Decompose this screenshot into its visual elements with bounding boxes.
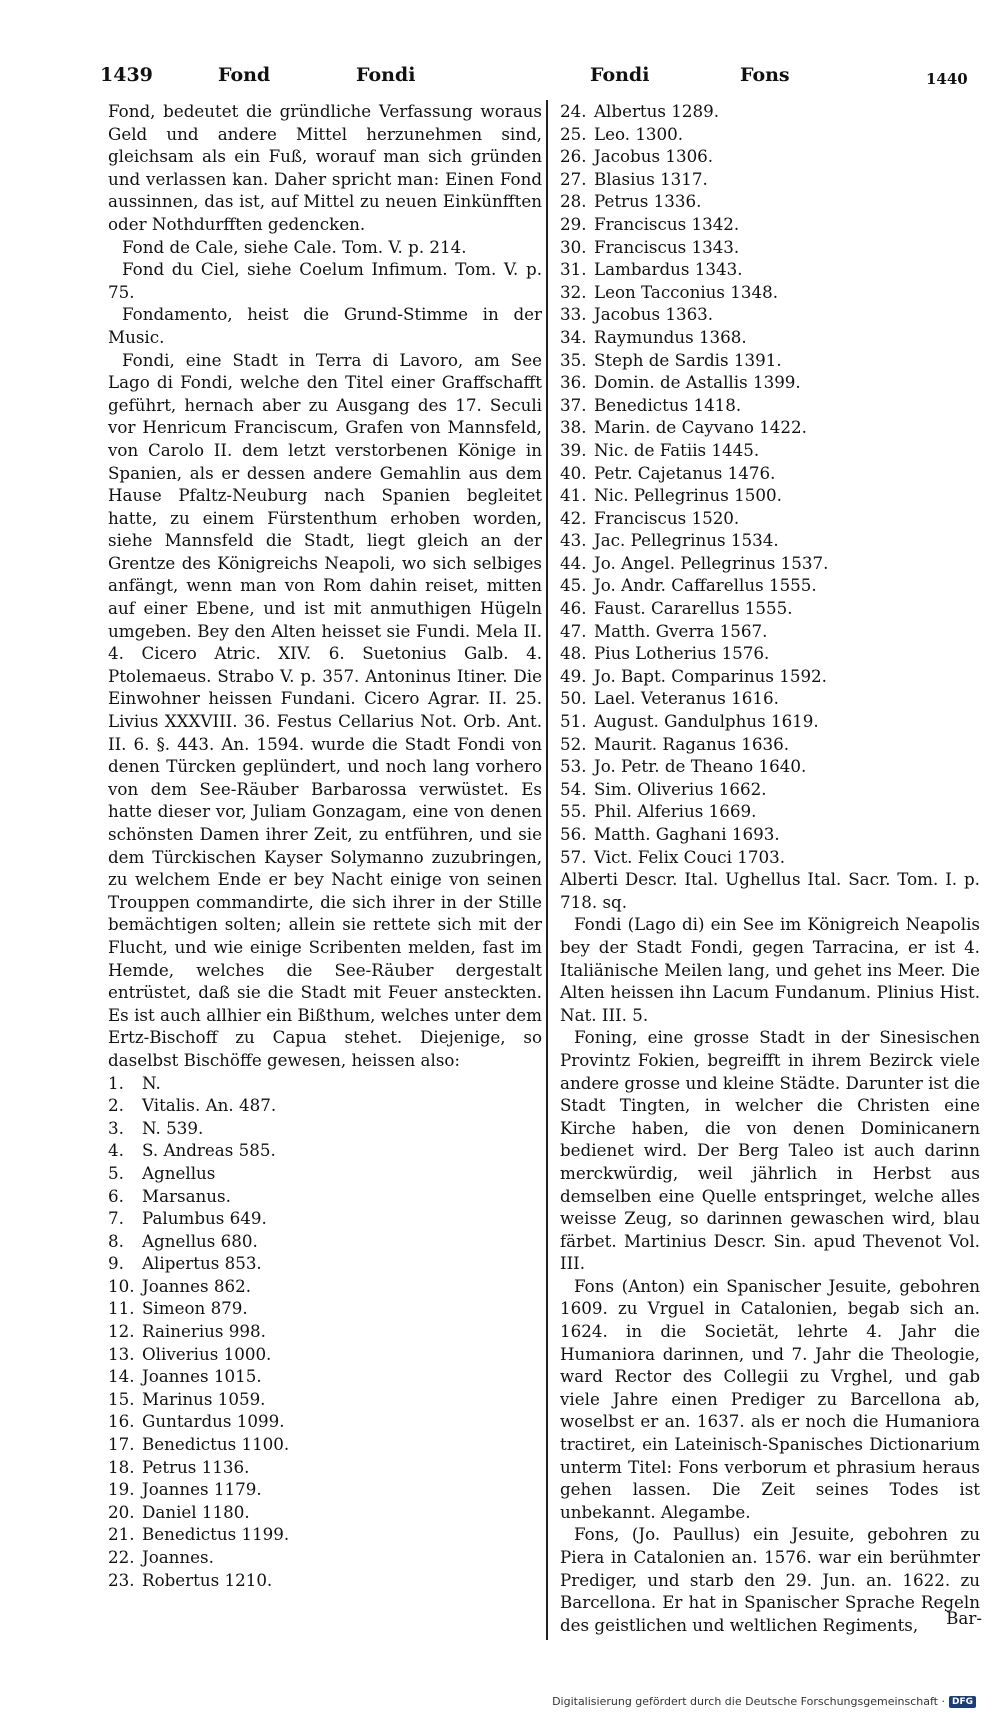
list-item (560, 462, 980, 485)
list-item (560, 349, 980, 372)
list-item-text: Petrus 1336. (594, 191, 702, 212)
list-item-number: 47. (560, 620, 587, 641)
list-item (560, 145, 980, 168)
entry-fons-anton: Fons (Anton) ein Spanischer Jesuite, gebohren 1609. zu Vrguel in Catalonien, begab sich an. 1624. in die Societät, lehrte 4. Jahr die Humaniora darinnen, und 7. Jahr die Theologie, ward Rector des Collegii zu Vrghel, und gab viele Jahre einen Prediger zu Barcellona ab, woselbst er an. 1637. als er noch die Humaniora tractiret, ein Lateinisch-Spanisches Dictionarium unterm Titel: Fons verborum et phrasium heraus gehen lassen. Die Zeit seines Todes ist unbekannt. Alegambe. (560, 1275, 980, 1522)
list-item-text: Jacobus 1306. (594, 146, 714, 167)
list-item-text: Petrus 1136. (142, 1456, 250, 1477)
list-item (560, 687, 980, 710)
list-item-text: Simeon 879. (142, 1298, 248, 1319)
list-item (108, 1320, 542, 1343)
list-item (108, 1207, 542, 1230)
list-item (560, 710, 980, 733)
list-item-number: 24. (560, 101, 587, 121)
list-item-text: Lael. Veteranus 1616. (594, 688, 779, 709)
list-item-text: Steph de Sardis 1391. (594, 349, 782, 370)
list-item (108, 1117, 542, 1140)
list-item (108, 1252, 542, 1275)
list-item (560, 213, 980, 236)
list-item (560, 416, 980, 439)
entry-fond-du-ciel: Fond du Ciel, siehe Coelum Infimum. Tom. V. p. 75. (108, 259, 542, 302)
list-item-number: 22. (108, 1547, 135, 1567)
list-item (560, 755, 980, 778)
list-item-text: Maurit. Raganus 1636. (594, 733, 790, 754)
catchword: Bar- (946, 1608, 982, 1628)
list-item-number: 35. (560, 349, 587, 370)
list-item-text: Agnellus 680. (142, 1230, 258, 1251)
list-item (108, 1410, 542, 1433)
entry-fond-de-cale: Fond de Cale, siehe Cale. Tom. V. p. 214. (122, 236, 467, 257)
list-item (108, 1546, 542, 1569)
list-item (560, 484, 980, 507)
list-item-number: 23. (108, 1569, 135, 1590)
list-item-number: 42. (560, 507, 587, 528)
list-item-number: 26. (560, 146, 587, 167)
list-item (560, 190, 980, 213)
list-item-text: Palumbus 649. (142, 1208, 267, 1229)
entry-fondi: Fondi, eine Stadt in Terra di Lavoro, am See Lago di Fondi, welche den Titel einer Graffschafft geführt, hernach aber zu Ausgang des 17. Seculi vor Henricum Franciscum, Grafen von Mannsfeld, von Carolo II. dem letzt verstorbenen Könige in Spanien, als er dessen andere Gemahlin aus dem Hause Pfaltz-Neuburg nach Spanien begleitet hatte, zu einem Fürstenthum erhoben worden, siehe Mannsfeld die Stadt, liegt gleich an der Grentze des Königreichs Neapoli, wo sich selbiges anfängt, wenn man von Rom dahin reiset, mitten auf einer Ebene, und ist mit anmuthigen Hügeln umgeben. Bey den Alten heisset sie Fundi. Mela II. 4. Cicero Atric. XIV. 6. Suetonius Galb. 4. Ptolemaeus. Strabo V. p. 357. Antoninus Itiner. Die Einwohner heissen Fundani. Cicero Agrar. II. 25. Livius XXXVIII. 36. Festus Cellarius Not. Orb. Ant. II. 6. §. 443. An. 1594. wurde die Stadt Fondi von denen Türcken geplündert, und noch lang vorhero von dem See-Räuber Barbarossa verwüstet. Es hatte dieser vor, Juliam Gonzagam, eine von denen schönsten Damen ihrer Zeit, zu entführen, und sie dem Türckischen Kayser Solymanno zuzubringen, zu welchem Ende er bey Nacht einige von seinen Trouppen commandirte, die sich ihrer in der Stille bemächtigen solten; allein sie rettete sich mit der Flucht, und wie einige Scribenten melden, fast im Hemde, welches die See-Räuber dergestalt entrüstet, daß sie die Stadt mit Feuer ansteckten. Es ist auch allhier ein Bißthum, welches unter dem Ertz-Bischoff zu Capua stehet. Diejenige, so daselbst Bischöffe gewesen, heissen also: (108, 349, 542, 1070)
list-item-text: Blasius 1317. (594, 168, 708, 189)
list-item-number: 38. (560, 417, 587, 438)
entry-fond: Fond, bedeutet die gründliche Verfassung woraus Geld und andere Mittel herzunehmen sind, gleichsam als ein Fuß, worauf man sich gründen und verlassen kan. Daher spricht man: Einen Fond aussinnen, das ist, auf Mittel zu neuen Einkünfften oder Nothdurfften gedencken. (108, 101, 542, 234)
list-item-text: Phil. Alferius 1669. (594, 801, 757, 822)
list-item-text: Benedictus 1199. (142, 1524, 290, 1545)
entry-sources: Alberti Descr. Ital. Ughellus Ital. Sacr. Tom. I. p. 718. sq. (560, 869, 980, 912)
list-item-text: Leo. 1300. (594, 123, 684, 144)
list-item-number: 46. (560, 598, 587, 619)
list-item-number: 14. (108, 1366, 135, 1387)
page-number-right: 1440 (926, 70, 968, 88)
list-item (560, 574, 980, 597)
list-item-number: 21. (108, 1524, 135, 1545)
list-item-text: Benedictus 1100. (142, 1434, 290, 1455)
list-item (560, 529, 980, 552)
list-item (560, 733, 980, 756)
entry-fondamento: Fondamento, heist die Grund-Stimme in der Music. (108, 304, 542, 347)
list-item (108, 1388, 542, 1411)
list-item-text: Jo. Bapt. Comparinus 1592. (594, 665, 827, 686)
list-item-text: Matth. Gverra 1567. (594, 620, 768, 641)
list-item (108, 1569, 542, 1592)
list-item-number: 33. (560, 304, 587, 325)
list-item-text: Jo. Andr. Caffarellus 1555. (594, 575, 817, 596)
list-item-text: Oliverius 1000. (142, 1343, 272, 1364)
list-item-text: Vitalis. An. 487. (142, 1095, 277, 1116)
list-item (560, 846, 980, 869)
list-item-text: Nic. Pellegrinus 1500. (594, 485, 782, 506)
list-item-number: 15. (108, 1388, 135, 1409)
list-item-number: 18. (108, 1456, 135, 1477)
list-item-number: 13. (108, 1343, 135, 1364)
list-item (560, 800, 980, 823)
list-item (560, 123, 980, 146)
column-divider (546, 100, 548, 1640)
list-item-number: 53. (560, 756, 587, 777)
list-item-text: Daniel 1180. (142, 1501, 250, 1522)
list-item (560, 371, 980, 394)
list-item-text: Joannes 1179. (142, 1479, 262, 1500)
list-item-text: Sim. Oliverius 1662. (594, 778, 767, 799)
list-item-number: 57. (560, 846, 587, 867)
list-item-text: S. Andreas 585. (142, 1140, 276, 1161)
list-item (108, 1275, 542, 1298)
list-item-text: Matth. Gaghani 1693. (594, 824, 780, 844)
list-item-number: 31. (560, 259, 587, 280)
list-item (560, 100, 980, 123)
list-item-number: 4. (108, 1140, 124, 1161)
list-item (560, 281, 980, 304)
list-item (560, 823, 980, 846)
list-item-number: 55. (560, 801, 587, 822)
list-item-number: 3. (108, 1117, 124, 1138)
list-item-text: Rainerius 998. (142, 1321, 266, 1342)
list-item (560, 620, 980, 643)
list-item (108, 1501, 542, 1524)
list-item-text: Jac. Pellegrinus 1534. (594, 530, 779, 551)
list-item (560, 552, 980, 575)
list-item-number: 27. (560, 168, 587, 189)
list-item-text: Joannes 1015. (142, 1366, 262, 1387)
list-item (108, 1072, 542, 1095)
list-item (560, 326, 980, 349)
header-word-fond: Fond (218, 64, 271, 86)
entry-fondi-lago: Fondi (Lago di) ein See im Königreich Neapolis bey der Stadt Fondi, gegen Tarracina, er ist 4. Italiänische Meilen lang, und gehet ins Meer. Die Alten heissen ihn Lacum Fundanum. Plinius Hist. Nat. III. 5. (560, 914, 980, 1025)
list-item (108, 1094, 542, 1117)
list-item-text: Joannes 862. (142, 1275, 252, 1296)
list-item-text: Franciscus 1520. (594, 507, 740, 528)
list-item-text: Petr. Cajetanus 1476. (594, 462, 776, 483)
list-item (108, 1433, 542, 1456)
right-column (560, 100, 980, 1636)
list-item (108, 1139, 542, 1162)
header-word-fondi-left: Fondi (356, 64, 416, 86)
running-header (100, 64, 980, 94)
bishop-list-right (560, 100, 980, 868)
list-item-number: 51. (560, 711, 587, 732)
list-item-number: 52. (560, 733, 587, 754)
list-item-text: Marsanus. (142, 1185, 231, 1206)
list-item (560, 439, 980, 462)
list-item-number: 12. (108, 1321, 135, 1342)
list-item-text: N. 539. (142, 1117, 204, 1138)
list-item-number: 36. (560, 372, 587, 393)
list-item-text: Benedictus 1418. (594, 394, 742, 415)
digitization-footer (552, 1695, 976, 1708)
list-item-text: Marin. de Cayvano 1422. (594, 417, 807, 438)
list-item-number: 1. (108, 1072, 124, 1093)
list-item-number: 25. (560, 123, 587, 144)
list-item (560, 597, 980, 620)
list-item-text: Agnellus (142, 1162, 216, 1183)
entry-foning: Foning, eine grosse Stadt in der Sinesischen Provintz Fokien, begreifft in ihrem Bezirck viele andere grosse und kleine Städte. Darunter ist die Stadt Tingten, in welcher die Christen eine Kirche haben, die von denen Dominicanern bedienet wird. Der Berg Taleo ist auch darinn merckwürdig, weil jährlich in Herbst aus demselben eine Quelle entspringet, welche alles weisse Zeug, so darinnen gewaschen wird, blau färbet. Martinius Descr. Sin. apud Thevenot Vol. III. (560, 1027, 980, 1274)
list-item-number: 11. (108, 1298, 135, 1319)
list-item (108, 1365, 542, 1388)
list-item-number: 54. (560, 778, 587, 799)
list-item-text: Albertus 1289. (594, 101, 720, 121)
list-item-number: 41. (560, 485, 587, 506)
list-item-number: 19. (108, 1479, 135, 1500)
list-item (560, 778, 980, 801)
list-item-number: 32. (560, 281, 587, 302)
list-item-text: Faust. Cararellus 1555. (594, 598, 793, 619)
list-item-text: Vict. Felix Couci 1703. (594, 846, 786, 867)
list-item-number: 39. (560, 439, 587, 460)
list-item-text: Guntardus 1099. (142, 1411, 285, 1432)
list-item (560, 168, 980, 191)
list-item-number: 30. (560, 236, 587, 257)
list-item-number: 7. (108, 1208, 124, 1229)
list-item-number: 34. (560, 326, 587, 347)
left-column (108, 100, 542, 1591)
list-item (108, 1185, 542, 1208)
list-item-text: N. (142, 1072, 161, 1093)
list-item (108, 1162, 542, 1185)
list-item (560, 507, 980, 530)
list-item-text: Franciscus 1342. (594, 213, 740, 234)
list-item-number: 50. (560, 688, 587, 709)
list-item-text: Jo. Angel. Pellegrinus 1537. (594, 552, 829, 573)
header-word-fondi-right: Fondi (590, 64, 650, 86)
list-item (560, 642, 980, 665)
list-item-number: 8. (108, 1230, 124, 1251)
list-item (560, 394, 980, 417)
list-item (108, 1230, 542, 1253)
list-item-text: Leon Tacconius 1348. (594, 281, 779, 302)
list-item (560, 303, 980, 326)
list-item-number: 17. (108, 1434, 135, 1455)
list-item-text: Jo. Petr. de Theano 1640. (594, 756, 807, 777)
list-item (108, 1297, 542, 1320)
list-item-number: 43. (560, 530, 587, 551)
list-item-number: 44. (560, 552, 587, 573)
list-item-number: 45. (560, 575, 587, 596)
footer-text: Digitalisierung gefördert durch die Deutsche Forschungsgemeinschaft · (552, 1695, 945, 1708)
list-item-text: Lambardus 1343. (594, 259, 743, 280)
list-item-text: Franciscus 1343. (594, 236, 740, 257)
list-item-text: Pius Lotherius 1576. (594, 643, 770, 664)
list-item-number: 6. (108, 1185, 124, 1206)
list-item-number: 2. (108, 1095, 124, 1116)
list-item-number: 48. (560, 643, 587, 664)
list-item-text: Domin. de Astallis 1399. (594, 372, 801, 393)
list-item-number: 5. (108, 1162, 124, 1183)
list-item-text: Nic. de Fatiis 1445. (594, 439, 760, 460)
list-item-text: Joannes. (142, 1547, 214, 1567)
list-item-text: Robertus 1210. (142, 1569, 273, 1590)
list-item-number: 56. (560, 824, 587, 844)
list-item (108, 1523, 542, 1546)
list-item (108, 1343, 542, 1366)
list-item-number: 49. (560, 665, 587, 686)
list-item-text: Marinus 1059. (142, 1388, 266, 1409)
list-item (560, 236, 980, 259)
list-item-number: 9. (108, 1253, 124, 1274)
list-item-text: August. Gandulphus 1619. (594, 711, 819, 732)
list-item-text: Jacobus 1363. (594, 304, 714, 325)
list-item-number: 16. (108, 1411, 135, 1432)
list-item-text: Alipertus 853. (142, 1253, 262, 1274)
page-number-left: 1439 (100, 64, 153, 86)
list-item-number: 10. (108, 1275, 135, 1296)
list-item-number: 29. (560, 213, 587, 234)
list-item (108, 1478, 542, 1501)
list-item-number: 40. (560, 462, 587, 483)
list-item-number: 37. (560, 394, 587, 415)
dfg-logo-icon: DFG (949, 1696, 976, 1708)
list-item-number: 20. (108, 1501, 135, 1522)
header-word-fons: Fons (740, 64, 790, 86)
entry-fons-paullus: Fons, (Jo. Paullus) ein Jesuite, gebohren zu Piera in Catalonien an. 1576. war ein berühmter Prediger, und starb den 29. Jun. an. 1622. zu Barcellona. Er hat in Spanischer Sprache Regeln des geistlichen und weltlichen Regiments, (560, 1524, 980, 1635)
bishop-list-left (108, 1072, 542, 1592)
list-item-text: Raymundus 1368. (594, 326, 747, 347)
list-item (560, 258, 980, 281)
list-item (560, 665, 980, 688)
list-item (108, 1456, 542, 1479)
list-item-number: 28. (560, 191, 587, 212)
